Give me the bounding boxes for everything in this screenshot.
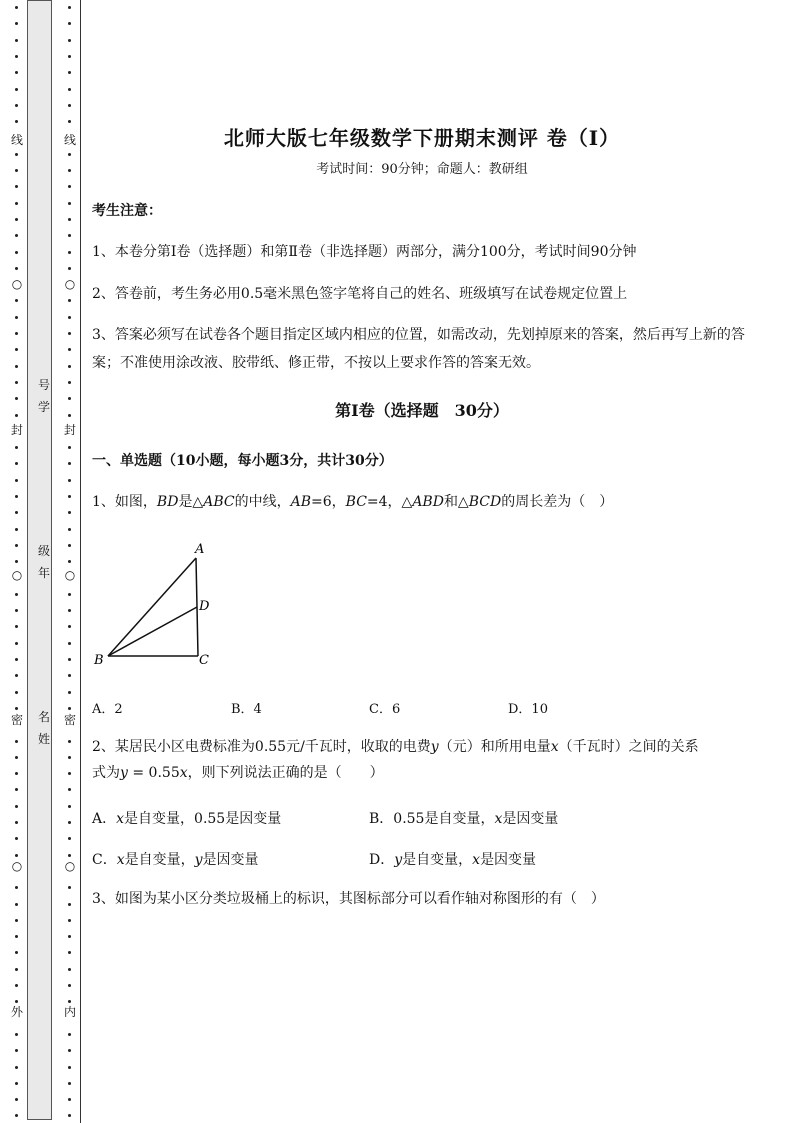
margin-glyph: 封 xyxy=(10,423,23,437)
margin-dot xyxy=(15,968,18,971)
margin-dot xyxy=(15,267,18,270)
margin-glyph: 线 xyxy=(10,133,23,147)
margin-dot xyxy=(68,609,71,612)
margin-dot xyxy=(15,1098,18,1101)
margin-dot xyxy=(68,1049,71,1052)
margin-dot xyxy=(15,185,18,188)
point-label-a: A xyxy=(195,542,205,557)
margin-dot xyxy=(15,919,18,922)
segment-bd xyxy=(108,607,197,656)
margin-dot xyxy=(68,381,71,384)
margin-dot xyxy=(68,202,71,205)
margin-dot xyxy=(68,299,71,302)
margin-dot xyxy=(68,55,71,58)
margin-dot xyxy=(15,1033,18,1036)
margin-dot xyxy=(68,788,71,791)
margin-dot xyxy=(68,414,71,417)
margin-glyph: ○ xyxy=(64,859,76,873)
field-label-student-id: 号 学 xyxy=(37,378,50,414)
margin-dot xyxy=(15,6,18,9)
question-2-line-1: 2、某居民小区电费标准为0.55元/千瓦时，收取的电费y（元）和所用电量x（千瓦时）之间的关系 xyxy=(92,739,699,755)
margin-dot xyxy=(68,511,71,514)
margin-dot xyxy=(15,1000,18,1003)
margin-dot xyxy=(15,234,18,237)
margin-dot xyxy=(15,609,18,612)
margin-dot xyxy=(68,805,71,808)
margin-dot xyxy=(15,120,18,123)
margin-dot xyxy=(15,316,18,319)
outer-dotted-line xyxy=(10,0,23,1123)
margin-dot xyxy=(68,39,71,42)
margin-dot xyxy=(68,740,71,743)
margin-dot xyxy=(68,6,71,9)
margin-dot xyxy=(68,316,71,319)
margin-dot xyxy=(68,1066,71,1069)
margin-dot xyxy=(68,1082,71,1085)
margin-dot xyxy=(68,332,71,335)
notice-item-3: 3、答案必须写在试卷各个题目指定区域内相应的位置，如需改动，先划掉原来的答案，然后再写上新的答案；不准使用涂改液、胶带纸、修正带，不按以上要求作答的答案无效。 xyxy=(92,327,745,371)
margin-dot xyxy=(68,707,71,710)
margin-dot xyxy=(15,299,18,302)
margin-dot xyxy=(15,22,18,25)
margin-dot xyxy=(15,935,18,938)
margin-dot xyxy=(15,1049,18,1052)
margin-glyph: ○ xyxy=(64,568,76,582)
margin-dot xyxy=(68,886,71,889)
margin-dot xyxy=(15,740,18,743)
margin-dot xyxy=(15,381,18,384)
margin-dot xyxy=(15,1114,18,1117)
margin-glyph: ○ xyxy=(11,568,23,582)
margin-dot xyxy=(15,951,18,954)
notice-item-2: 2、答卷前，考生务必用0.5毫米黑色签字笔将自己的姓名、班级填写在试卷规定位置上 xyxy=(92,286,628,302)
margin-dot xyxy=(68,1098,71,1101)
margin-dot xyxy=(68,169,71,172)
margin-dot xyxy=(68,903,71,906)
margin-dot xyxy=(15,674,18,677)
margin-dot xyxy=(68,691,71,694)
margin-dot xyxy=(15,821,18,824)
margin-dot xyxy=(68,854,71,857)
q2-option-a[interactable]: A．x是自变量，0.55是因变量 xyxy=(92,811,282,827)
triangle-figure xyxy=(92,536,232,676)
margin-dot xyxy=(15,39,18,42)
margin-dot xyxy=(15,495,18,498)
margin-dot xyxy=(15,511,18,514)
margin-dot xyxy=(15,55,18,58)
margin-dot xyxy=(68,625,71,628)
margin-dot xyxy=(68,1033,71,1036)
margin-glyph: 内 xyxy=(63,1005,76,1019)
margin-dot xyxy=(15,251,18,254)
margin-glyph: ○ xyxy=(64,277,76,291)
point-label-b: B xyxy=(94,653,104,668)
margin-dot xyxy=(68,446,71,449)
q1-option-d[interactable]: D．10 xyxy=(508,702,548,717)
section-title: 第Ⅰ卷（选择题 30分） xyxy=(335,401,509,420)
margin-dot xyxy=(15,397,18,400)
notice-heading: 考生注意： xyxy=(92,203,162,219)
margin-glyph: 密 xyxy=(63,713,76,727)
margin-dot xyxy=(68,756,71,759)
margin-dot xyxy=(15,169,18,172)
q1-option-c[interactable]: C．6 xyxy=(369,702,401,717)
margin-dot xyxy=(15,544,18,547)
margin-dot xyxy=(68,479,71,482)
notice-item-1: 1、本卷分第I卷（选择题）和第Ⅱ卷（非选择题）两部分，满分100分，考试时间90分钟 xyxy=(92,244,637,260)
margin-glyph: 密 xyxy=(10,713,23,727)
margin-dot xyxy=(15,365,18,368)
margin-rule xyxy=(80,0,81,1123)
margin-dot xyxy=(15,414,18,417)
margin-dot xyxy=(68,397,71,400)
margin-dot xyxy=(68,658,71,661)
margin-dot xyxy=(15,756,18,759)
margin-dot xyxy=(68,984,71,987)
margin-dot xyxy=(15,446,18,449)
margin-dot xyxy=(68,495,71,498)
margin-dot xyxy=(68,821,71,824)
margin-dot xyxy=(15,153,18,156)
q1-option-b[interactable]: B．4 xyxy=(231,702,262,717)
q1-option-a[interactable]: A．2 xyxy=(92,702,123,717)
margin-dot xyxy=(15,625,18,628)
margin-dot xyxy=(15,479,18,482)
margin-glyph: ○ xyxy=(11,277,23,291)
margin-dot xyxy=(15,837,18,840)
margin-dot xyxy=(68,935,71,938)
q2-option-c[interactable]: C．x是自变量，y是因变量 xyxy=(92,852,259,868)
margin-dot xyxy=(68,251,71,254)
segment-ab xyxy=(108,558,196,656)
margin-dot xyxy=(15,658,18,661)
margin-dot xyxy=(68,593,71,596)
field-label-name: 名 姓 xyxy=(37,710,50,746)
margin-dot xyxy=(15,462,18,465)
margin-dot xyxy=(15,71,18,74)
margin-dot xyxy=(68,185,71,188)
question-3: 3、如图为某小区分类垃圾桶上的标识，其图标部分可以看作轴对称图形的有（ ） xyxy=(92,891,605,907)
question-2 xyxy=(92,734,752,786)
page-title: 北师大版七年级数学下册期末测评 卷（Ⅰ） xyxy=(223,126,621,150)
inner-dotted-line xyxy=(63,0,76,1123)
margin-glyph: ○ xyxy=(11,859,23,873)
margin-dot xyxy=(15,332,18,335)
margin-dot xyxy=(68,120,71,123)
margin-dot xyxy=(68,234,71,237)
margin-dot xyxy=(15,903,18,906)
question-1: 1、如图，BD是△ABC的中线，AB=6，BC=4，△ABD和△BCD的周长差为（ ） xyxy=(92,494,614,510)
question-2-line-2: 式为y = 0.55x，则下列说法正确的是（ ） xyxy=(92,765,384,781)
margin-dot xyxy=(15,788,18,791)
margin-dot xyxy=(68,772,71,775)
margin-dot xyxy=(68,365,71,368)
margin-dot xyxy=(68,837,71,840)
margin-dot xyxy=(68,462,71,465)
margin-dot xyxy=(68,22,71,25)
margin-dot xyxy=(15,1066,18,1069)
margin-dot xyxy=(15,528,18,531)
point-label-c: C xyxy=(199,653,209,668)
margin-dot xyxy=(15,805,18,808)
margin-dot xyxy=(68,528,71,531)
margin-dot xyxy=(15,772,18,775)
margin-dot xyxy=(68,104,71,107)
q2-option-d[interactable]: D．y是自变量，x是因变量 xyxy=(369,852,537,868)
margin-dot xyxy=(15,691,18,694)
margin-dot xyxy=(68,674,71,677)
margin-glyph: 线 xyxy=(63,133,76,147)
margin-dot xyxy=(15,104,18,107)
margin-dot xyxy=(15,348,18,351)
part-title: 一、单选题（10小题，每小题3分，共计30分） xyxy=(92,453,393,469)
margin-dot xyxy=(15,642,18,645)
margin-dot xyxy=(68,1000,71,1003)
margin-dot xyxy=(68,267,71,270)
margin-dot xyxy=(68,544,71,547)
exam-info: 考试时间：90分钟；命题人：教研组 xyxy=(316,162,528,177)
margin-dot xyxy=(15,886,18,889)
margin-glyph: 外 xyxy=(10,1005,23,1019)
margin-dot xyxy=(15,593,18,596)
margin-dot xyxy=(15,1082,18,1085)
margin-dot xyxy=(15,707,18,710)
margin-dot xyxy=(68,968,71,971)
margin-dot xyxy=(68,71,71,74)
margin-glyph: 封 xyxy=(63,423,76,437)
margin-dot xyxy=(68,951,71,954)
margin-dot xyxy=(68,560,71,563)
margin-dot xyxy=(15,88,18,91)
margin-dot xyxy=(15,202,18,205)
field-label-grade: 级 年 xyxy=(37,544,50,580)
margin-dot xyxy=(15,854,18,857)
q2-option-b[interactable]: B．0.55是自变量，x是因变量 xyxy=(369,811,559,827)
margin-dot xyxy=(68,1114,71,1117)
margin-dot xyxy=(68,642,71,645)
margin-dot xyxy=(68,919,71,922)
margin-dot xyxy=(15,560,18,563)
margin-dot xyxy=(15,218,18,221)
margin-dot xyxy=(68,348,71,351)
margin-dot xyxy=(68,218,71,221)
margin-dot xyxy=(68,88,71,91)
margin-dot xyxy=(68,153,71,156)
margin-dot xyxy=(15,984,18,987)
point-label-d: D xyxy=(199,599,210,614)
